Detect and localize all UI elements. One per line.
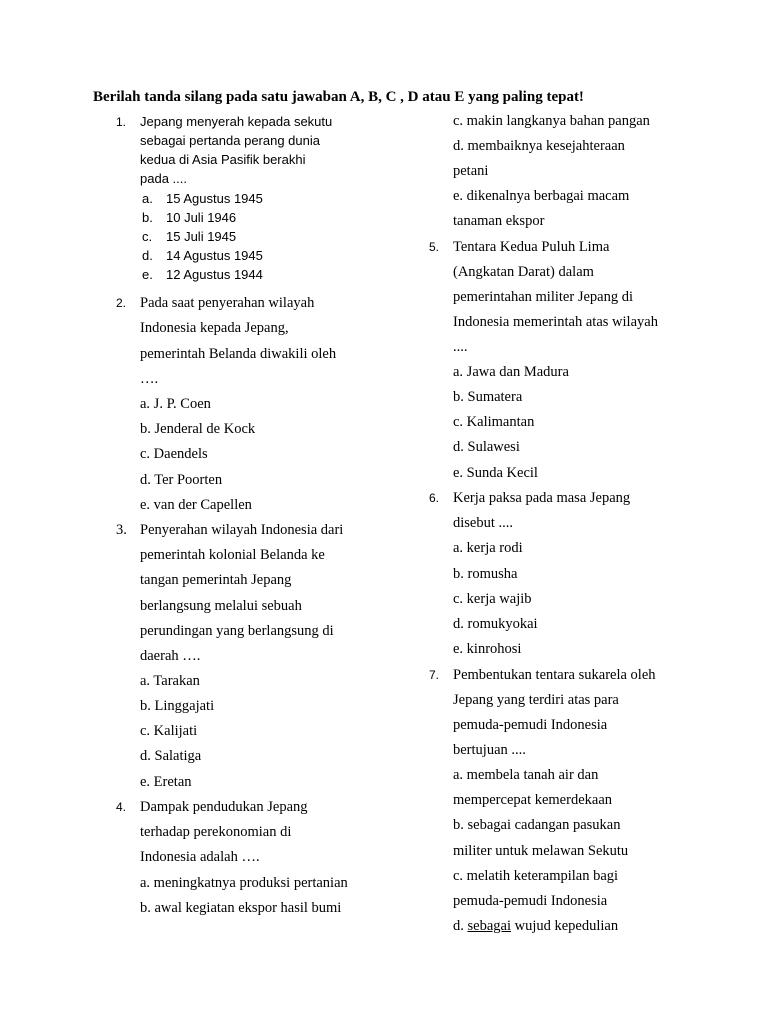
question-2-option-c[interactable]: c. Daendels — [140, 446, 208, 462]
question-7-line-3: pemuda-pemudi Indonesia — [453, 717, 608, 733]
question-1-line-4: pada .... — [140, 171, 187, 186]
question-6-option-a[interactable]: a. kerja rodi — [453, 540, 523, 556]
question-2-line-1: Pada saat penyerahan wilayah — [140, 295, 315, 311]
question-3-line-2: pemerintah kolonial Belanda ke — [140, 547, 325, 563]
question-1-option-b-letter: b. — [142, 210, 153, 225]
question-6-line-2: disebut .... — [453, 515, 514, 531]
question-4-line-2: terhadap perekonomian di — [140, 824, 292, 840]
question-4-option-e-cont: tanaman ekspor — [453, 213, 545, 229]
question-5-line-5: .... — [453, 339, 468, 355]
instruction-heading: Berilah tanda silang pada satu jawaban A, B, C , D atau E yang paling tepat! — [93, 89, 584, 105]
question-5-option-d[interactable]: d. Sulawesi — [453, 439, 520, 455]
question-7-line-2: Jepang yang terdiri atas para — [453, 692, 619, 708]
question-4-option-d-cont: petani — [453, 163, 489, 179]
question-number-5: 5. — [429, 240, 440, 254]
question-4-option-c[interactable]: c. makin langkanya bahan pangan — [453, 113, 650, 129]
question-4-option-d[interactable]: d. membaiknya kesejahteraan — [453, 138, 625, 154]
question-1-option-d[interactable]: 14 Agustus 1945 — [166, 248, 263, 263]
question-2-line-4: …. — [140, 371, 159, 387]
question-7-option-c[interactable]: c. melatih keterampilan bagi — [453, 868, 619, 884]
question-number-7: 7. — [429, 668, 440, 682]
question-number-3: 3. — [116, 522, 127, 538]
question-7-option-a-cont: mempercepat kemerdekaan — [453, 792, 613, 808]
question-7-option-d-underlined: sebagai — [467, 918, 511, 934]
question-2-line-3: pemerintah Belanda diwakili oleh — [140, 346, 337, 362]
question-number-2: 2. — [116, 296, 127, 310]
question-5-line-4: Indonesia memerintah atas wilayah — [453, 314, 658, 330]
question-5-option-a[interactable]: a. Jawa dan Madura — [453, 364, 569, 380]
question-7-option-d-rest: wujud kepedulian — [510, 918, 619, 934]
question-1-line-1: Jepang menyerah kepada sekutu — [140, 114, 333, 129]
question-7-option-a[interactable]: a. membela tanah air dan — [453, 767, 599, 783]
question-6-line-1: Kerja paksa pada masa Jepang — [453, 490, 631, 506]
question-2-line-2: Indonesia kepada Jepang, — [140, 320, 289, 336]
question-4-option-a[interactable]: a. meningkatnya produksi pertanian — [140, 875, 348, 891]
question-6-option-c[interactable]: c. kerja wajib — [453, 591, 532, 607]
question-7-line-1: Pembentukan tentara sukarela oleh — [453, 667, 656, 683]
question-7-option-d[interactable] — [453, 914, 618, 939]
question-3-line-1: Penyerahan wilayah Indonesia dari — [140, 522, 344, 538]
question-1-option-a[interactable]: 15 Agustus 1945 — [166, 191, 263, 206]
question-2-option-e[interactable]: e. van der Capellen — [140, 497, 252, 513]
question-3-option-c[interactable]: c. Kalijati — [140, 723, 198, 739]
question-3-option-a[interactable]: a. Tarakan — [140, 673, 200, 689]
question-7-option-b-cont: militer untuk melawan Sekutu — [453, 843, 629, 859]
question-6-option-b[interactable]: b. romusha — [453, 566, 518, 582]
question-7-option-b[interactable]: b. sebagai cadangan pasukan — [453, 817, 621, 833]
question-5-line-3: pemerintahan militer Jepang di — [453, 289, 633, 305]
question-3-option-e[interactable]: e. Eretan — [140, 774, 192, 790]
question-4-option-b[interactable]: b. awal kegiatan ekspor hasil bumi — [140, 900, 342, 916]
question-3-line-5: perundingan yang berlangsung di — [140, 623, 334, 639]
question-7-option-d-prefix: d. — [453, 918, 468, 934]
question-3-line-4: berlangsung melalui sebuah — [140, 598, 302, 614]
question-3-option-d[interactable]: d. Salatiga — [140, 748, 202, 764]
question-1-line-3: kedua di Asia Pasifik berakhi — [140, 152, 306, 167]
question-4-line-3: Indonesia adalah …. — [140, 849, 260, 865]
question-number-1: 1. — [116, 115, 127, 129]
question-1-option-e-letter: e. — [142, 267, 153, 282]
question-1-option-c-letter: c. — [142, 229, 153, 244]
question-1-option-b[interactable]: 10 Juli 1946 — [166, 210, 237, 225]
question-3-option-b[interactable]: b. Linggajati — [140, 698, 215, 714]
question-5-option-e[interactable]: e. Sunda Kecil — [453, 465, 538, 481]
question-5-option-c[interactable]: c. Kalimantan — [453, 414, 535, 430]
question-1-option-d-letter: d. — [142, 248, 153, 263]
question-6-option-d[interactable]: d. romukyokai — [453, 616, 538, 632]
question-2-option-a[interactable]: a. J. P. Coen — [140, 396, 211, 412]
question-3-line-3: tangan pemerintah Jepang — [140, 572, 292, 588]
question-7-line-4: bertujuan .... — [453, 742, 526, 758]
question-5-line-2: (Angkatan Darat) dalam — [453, 264, 594, 280]
question-5-line-1: Tentara Kedua Puluh Lima — [453, 239, 610, 255]
question-1-line-2: sebagai pertanda perang dunia — [140, 133, 320, 148]
question-2-option-b[interactable]: b. Jenderal de Kock — [140, 421, 256, 437]
question-1-option-e[interactable]: 12 Agustus 1944 — [166, 267, 263, 282]
question-2-option-d[interactable]: d. Ter Poorten — [140, 472, 223, 488]
question-number-4: 4. — [116, 800, 127, 814]
question-3-line-6: daerah …. — [140, 648, 201, 664]
question-5-option-b[interactable]: b. Sumatera — [453, 389, 523, 405]
question-number-6: 6. — [429, 491, 440, 505]
question-6-option-e[interactable]: e. kinrohosi — [453, 641, 522, 657]
question-1-option-c[interactable]: 15 Juli 1945 — [166, 229, 237, 244]
question-7-option-c-cont: pemuda-pemudi Indonesia — [453, 893, 608, 909]
question-4-option-e[interactable]: e. dikenalnya berbagai macam — [453, 188, 630, 204]
question-1-option-a-letter: a. — [142, 191, 153, 206]
question-4-line-1: Dampak pendudukan Jepang — [140, 799, 308, 815]
